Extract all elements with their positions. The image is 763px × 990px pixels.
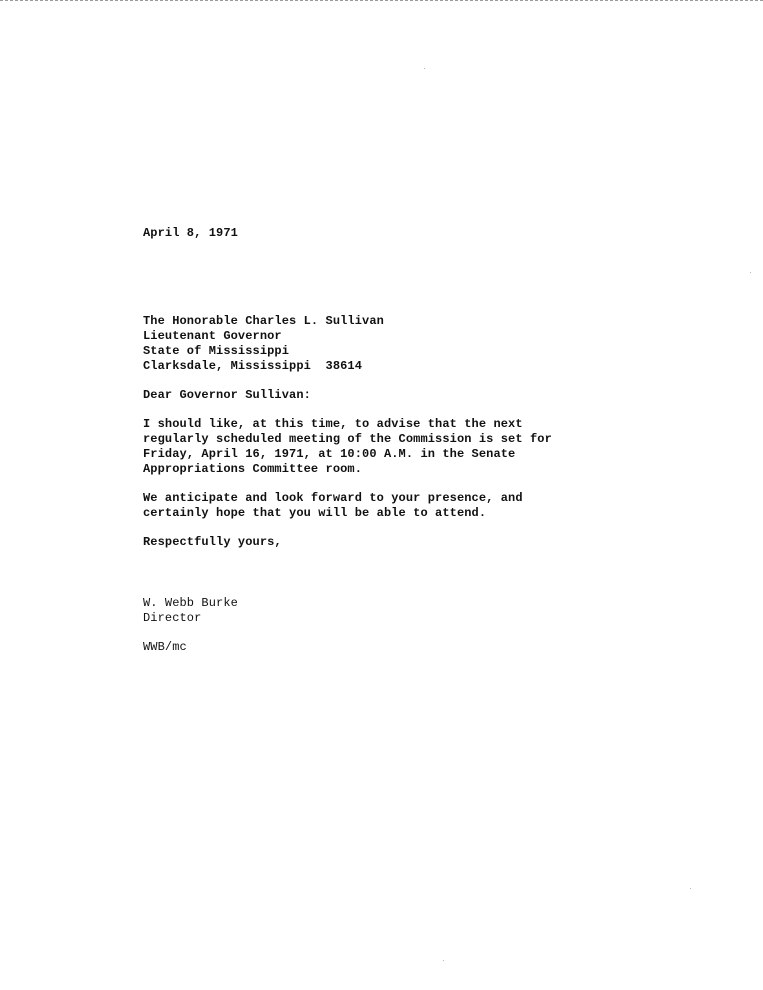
paper-speck (443, 960, 444, 961)
recipient-title: Lieutenant Governor (143, 329, 282, 343)
complimentary-close: Respectfully yours, (143, 535, 282, 549)
recipient-state: State of Mississippi (143, 344, 290, 358)
page-top-border (0, 0, 763, 1)
paragraph-line: certainly hope that you will be able to attend. (143, 506, 487, 520)
letter-date: April 8, 1971 (143, 226, 238, 240)
paper-speck (424, 68, 425, 69)
paragraph-line: We anticipate and look forward to your presence, and (143, 491, 523, 505)
paragraph-line: regularly scheduled meeting of the Commission is set for (143, 432, 552, 446)
letter-body (143, 226, 583, 655)
paragraph-line: I should like, at this time, to advise that the next (143, 417, 523, 431)
reference-initials: WWB/mc (143, 640, 187, 654)
paragraph-attendance (143, 491, 583, 521)
recipient-name: The Honorable Charles L. Sullivan (143, 314, 384, 328)
signer-name: W. Webb Burke (143, 596, 238, 610)
paper-speck (750, 272, 751, 273)
recipient-city: Clarksdale, Mississippi 38614 (143, 359, 363, 373)
signature-block (143, 596, 583, 626)
paragraph-line: Appropriations Committee room. (143, 462, 363, 476)
paragraph-line: Friday, April 16, 1971, at 10:00 A.M. in the Senate (143, 447, 516, 461)
signer-title: Director (143, 611, 202, 625)
salutation: Dear Governor Sullivan: (143, 388, 311, 402)
paragraph-meeting-notice (143, 417, 583, 477)
recipient-address (143, 314, 583, 374)
paper-speck (690, 888, 691, 889)
